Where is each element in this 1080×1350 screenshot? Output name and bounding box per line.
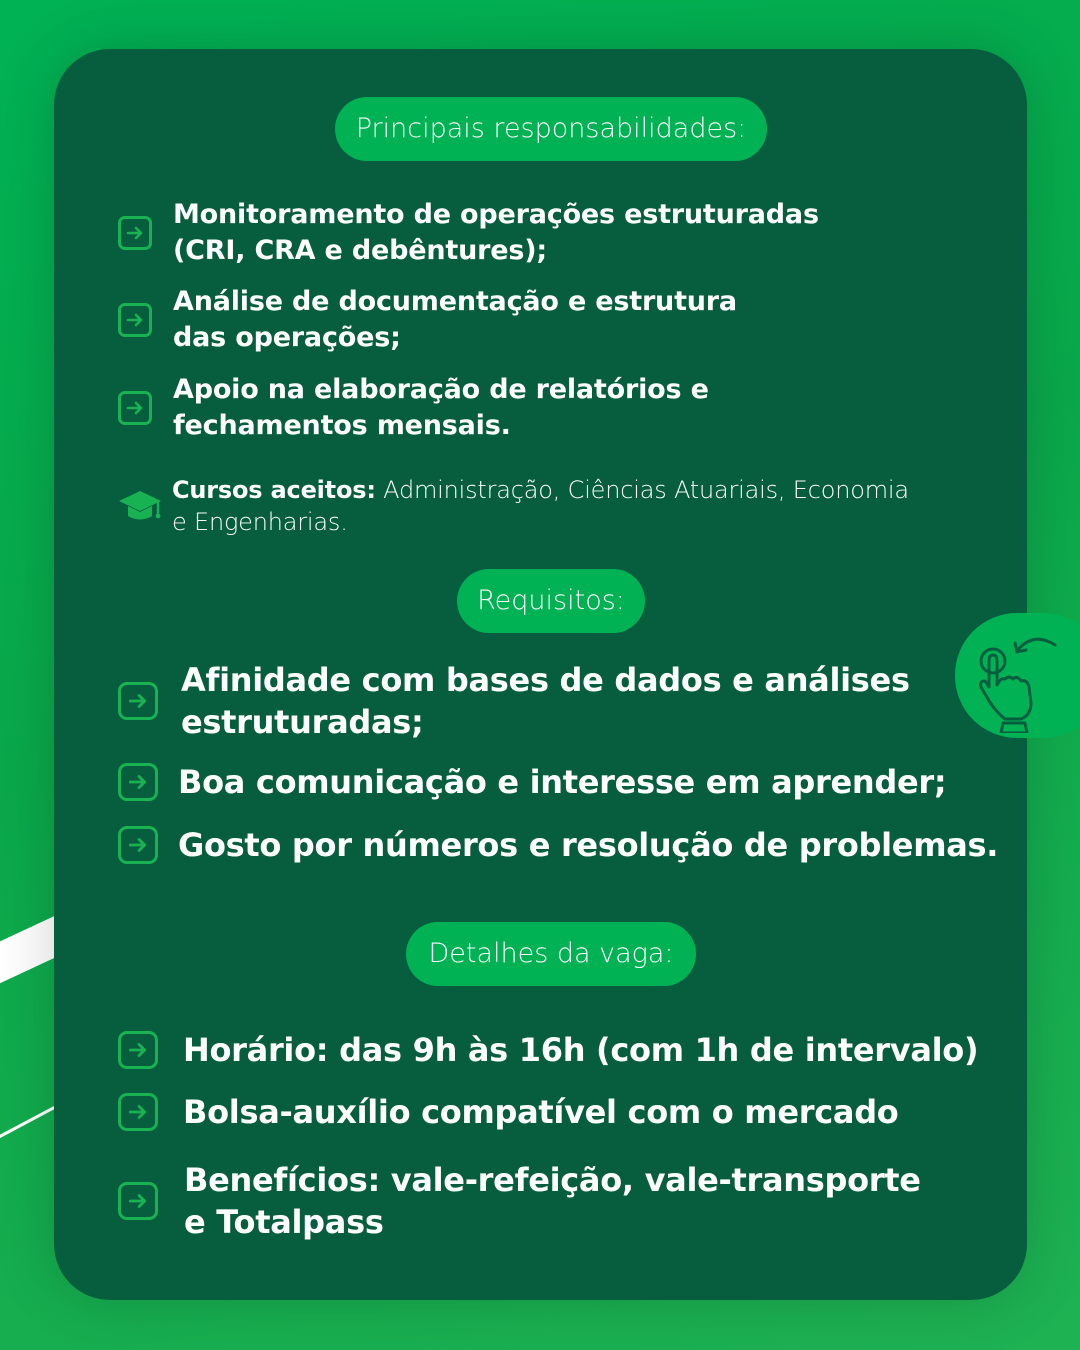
list-item bbox=[118, 372, 709, 444]
list-item-text: Gosto por números e resolução de problemas. bbox=[178, 826, 999, 864]
section-title-detalhes: Detalhes da vaga: bbox=[406, 922, 696, 986]
list-item-text: Bolsa-auxílio compatível com o mercado bbox=[183, 1093, 899, 1131]
list-item-text: Análise de documentação e estrutura das operações; bbox=[173, 286, 737, 353]
list-item bbox=[118, 1091, 899, 1133]
arrow-right-square-icon bbox=[118, 826, 158, 864]
arrow-right-square-icon bbox=[118, 391, 152, 425]
tap-swipe-hand-icon bbox=[975, 623, 1065, 733]
arrow-right-square-icon bbox=[118, 763, 158, 801]
list-item-text: Horário: das 9h às 16h (com 1h de intervalo) bbox=[183, 1031, 979, 1069]
graduation-cap-icon bbox=[118, 488, 162, 524]
arrow-right-square-icon bbox=[118, 682, 158, 720]
list-item bbox=[118, 761, 946, 803]
section-title-responsabilidades: Principais responsabilidades: bbox=[335, 97, 767, 161]
list-item-text: Boa comunicação e interesse em aprender; bbox=[178, 763, 947, 801]
list-item bbox=[118, 824, 998, 866]
list-item bbox=[118, 659, 910, 743]
cursos-aceitos bbox=[118, 474, 909, 538]
arrow-right-square-icon bbox=[118, 303, 152, 337]
arrow-right-square-icon bbox=[118, 216, 152, 250]
cursos-aceitos-text: Cursos aceitos: Administração, Ciências Atuariais, Economia e Engenharias. bbox=[172, 476, 909, 536]
arrow-right-square-icon bbox=[118, 1182, 158, 1220]
section-title-requisitos: Requisitos: bbox=[457, 569, 645, 633]
cursos-label: Cursos aceitos: bbox=[172, 476, 376, 504]
swipe-hint[interactable] bbox=[955, 613, 1080, 738]
list-item bbox=[118, 197, 819, 269]
arrow-right-square-icon bbox=[118, 1031, 158, 1069]
list-item bbox=[118, 284, 737, 356]
list-item-text: Monitoramento de operações estruturadas (CRI, CRA e debêntures); bbox=[173, 199, 819, 266]
list-item-text: Benefícios: vale-refeição, vale-transporte e Totalpass bbox=[184, 1161, 921, 1241]
list-item bbox=[118, 1159, 921, 1243]
list-item bbox=[118, 1029, 978, 1071]
list-item-text: Afinidade com bases de dados e análises estruturadas; bbox=[181, 661, 910, 741]
arrow-right-square-icon bbox=[118, 1093, 158, 1131]
list-item-text: Apoio na elaboração de relatórios e fechamentos mensais. bbox=[173, 374, 709, 441]
